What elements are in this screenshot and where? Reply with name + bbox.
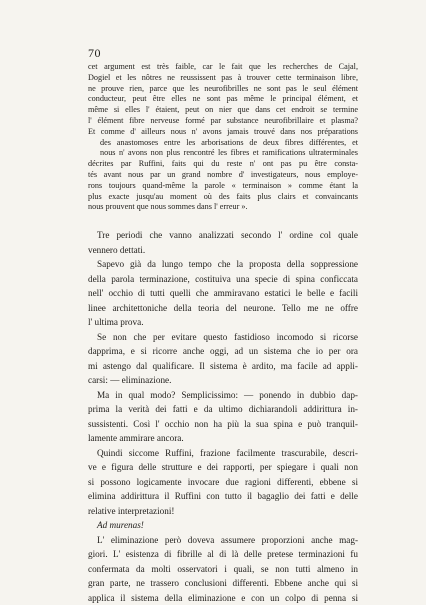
text-line: dapprima, e si ricorre anche oggi, ad un sistema che io per ora <box>88 344 358 359</box>
quote-line: Et comme d' ailleurs nous n' avons jamais trouvé dans nos préparations <box>88 127 358 138</box>
text-line: nell' occhio di tutti quelli che ammiravano estatici le belle e facili <box>88 286 358 301</box>
text-line: L' eliminazione però doveva assumere proporzioni anche mag- <box>88 533 358 548</box>
quote-line: des anastomoses entre les arborisations de deux fibres différentes, et <box>88 138 358 149</box>
quote-line: même si elles l' étaient, peut on nier que dans cet endroit se termine <box>88 105 358 116</box>
text-line: gran parte, ne trassero conclusioni differenti. Ebbene anche qui si <box>88 576 358 591</box>
quote-line: l' élément fibre nerveuse formé par substance neurofibrillaire et plasma? <box>88 116 358 127</box>
quote-line: ne prouve rien, parce que les neurofibrilles ne sont pas le seul élément <box>88 84 358 95</box>
quote-line: décrites par Ruffini, faits qui du reste n' ont pas pu être consta- <box>88 159 358 170</box>
text-line: elimina addirittura il Ruffini con tutto il bagaglio dei fatti e delle <box>88 489 358 504</box>
text-line: confermata da molti osservatori i quali, se non tutti almeno in <box>88 562 358 577</box>
text-line: applica il sistema della eliminazione e con un colpo di penna si <box>88 591 358 605</box>
text-line: vennero dettati. <box>88 243 358 258</box>
french-quotation <box>88 62 358 213</box>
main-text <box>88 228 358 605</box>
page-number: 70 <box>88 46 101 61</box>
text-line: lamente ammirare ancora. <box>88 431 358 446</box>
text-line: sussistenti. Così l' occhio non ha più la sua spina e può tranquil- <box>88 417 358 432</box>
text-line: Quindi siccome Ruffini, frazione facilmente trascurabile, descri- <box>88 446 358 461</box>
text-line: carsi: — eliminazione. <box>88 373 358 388</box>
quote-line: cet argument est très faible, car le fait que les recherches de Cajal, <box>88 62 358 73</box>
text-line: Se non che per evitare questo fastidioso incomodo si ricorse <box>88 330 358 345</box>
quote-line: rons toujours quand-même la parole « terminaison » comme étant la <box>88 181 358 192</box>
quote-line: plus exacte jusqu'au moment où des faits plus clairs et convaincants <box>88 192 358 203</box>
quote-line: nous n' avons non plus rencontré les fibres et ramifications ultraterminales <box>88 148 358 159</box>
text-line: relative interpretazioni! <box>88 504 358 519</box>
text-line: Ad murenas! <box>88 518 358 533</box>
text-line: si possono logicamente invocare due ragioni differenti, ebbene si <box>88 475 358 490</box>
quote-line: nous prouvent que nous sommes dans l' erreur ». <box>88 202 358 213</box>
text-line: Tre periodi che vanno analizzati secondo l' ordine col quale <box>88 228 358 243</box>
text-line: ve e figura delle strutture e dei rapporti, per spiegare i quali non <box>88 460 358 475</box>
quote-line: conducteur, peut être elles ne sont pas même le principal élément, et <box>88 94 358 105</box>
text-line: linee architettoniche della teoria del neurone. Tello me ne offre <box>88 301 358 316</box>
text-line: l' ultima prova. <box>88 315 358 330</box>
text-line: giori. L' esistenza di fibrille al di là delle pretese terminazioni fu <box>88 547 358 562</box>
text-line: mi astengo dal qualificare. Il sistema è ardito, ma facile ad appli- <box>88 359 358 374</box>
quote-line: tés avant nous par un grand nombre d' investigateurs, nous employe- <box>88 170 358 181</box>
text-line: Sapevo già da lungo tempo che la proposta della soppressione <box>88 257 358 272</box>
quote-line: Dogiel et les nôtres ne reussissent pas à trouver cette terminaison libre, <box>88 73 358 84</box>
text-line: della parola terminazione, costituiva una specie di spina conficcata <box>88 272 358 287</box>
text-line: Ma in qual modo? Semplicissimo: — ponendo in dubbio dap- <box>88 388 358 403</box>
text-line: prima la verità dei fatti e da ultimo dichiarandoli addirittura in- <box>88 402 358 417</box>
